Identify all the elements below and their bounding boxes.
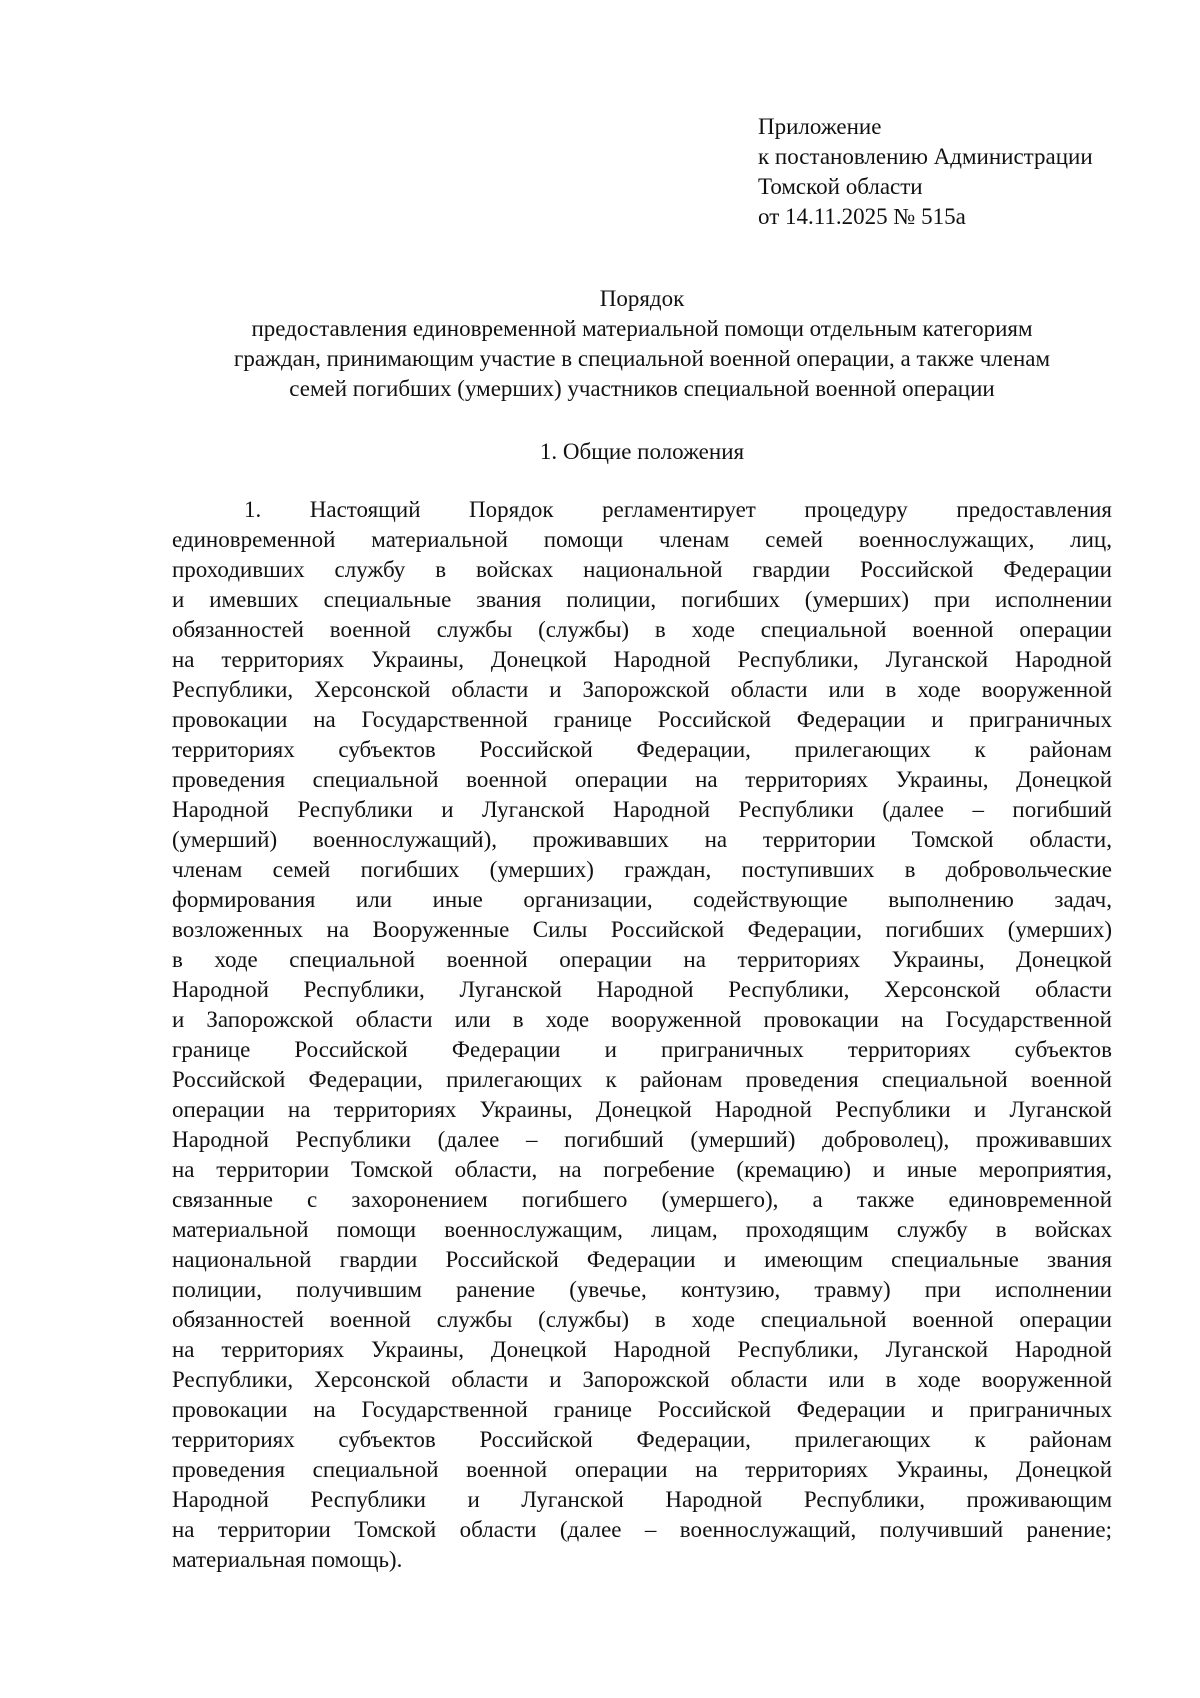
paragraph-line: проведения специальной военной операции на территориях Украины, Донецкой bbox=[172, 1457, 1112, 1482]
title-heading: Порядок bbox=[599, 286, 685, 311]
paragraph-line: и имевших специальные звания полиции, погибших (умерших) при исполнении bbox=[172, 587, 1112, 612]
paragraph-line: единовременной материальной помощи членам семей военнослужащих, лиц, bbox=[172, 527, 1112, 552]
paragraph-line: (умерший) военнослужащий), проживавших на территории Томской области, bbox=[172, 827, 1112, 852]
paragraph-line: Народной Республики, Луганской Народной Республики, Херсонской области bbox=[172, 977, 1112, 1002]
paragraph-line: материальной помощи военнослужащим, лицам, проходящим службу в войсках bbox=[172, 1217, 1112, 1242]
annex-reference: к постановлению Администрации bbox=[758, 144, 1093, 169]
paragraph-line: Народной Республики и Луганской Народной Республики, проживающим bbox=[172, 1487, 1112, 1512]
paragraph-line: на территориях Украины, Донецкой Народной Республики, Луганской Народной bbox=[172, 647, 1112, 672]
paragraph-line: 1. Настоящий Порядок регламентирует процедуру предоставления bbox=[244, 497, 1112, 522]
paragraph-line: границе Российской Федерации и приграничных территориях субъектов bbox=[172, 1037, 1112, 1062]
paragraph-line: Республики, Херсонской области и Запорожской области или в ходе вооруженной bbox=[172, 677, 1112, 702]
paragraph-line: на территории Томской области, на погребение (кремацию) и иные мероприятия, bbox=[172, 1157, 1112, 1182]
paragraph-line: формирования или иные организации, содействующие выполнению задач, bbox=[172, 887, 1112, 912]
paragraph-line: Республики, Херсонской области и Запорожской области или в ходе вооруженной bbox=[172, 1367, 1112, 1392]
paragraph-line: связанные с захоронением погибшего (умершего), а также единовременной bbox=[172, 1187, 1112, 1212]
annex-region: Томской области bbox=[758, 174, 923, 199]
title-line: предоставления единовременной материальной помощи отдельным категориям bbox=[251, 316, 1033, 341]
paragraph-line: проведения специальной военной операции на территориях Украины, Донецкой bbox=[172, 767, 1112, 792]
document-title bbox=[172, 284, 1112, 404]
paragraph-line: национальной гвардии Российской Федерации и имеющим специальные звания bbox=[172, 1247, 1112, 1272]
title-line: семей погибших (умерших) участников специальной военной операции bbox=[289, 376, 995, 401]
paragraph-line: Российской Федерации, прилегающих к районам проведения специальной военной bbox=[172, 1067, 1112, 1092]
paragraph-line: провокации на Государственной границе Российской Федерации и приграничных bbox=[172, 1397, 1112, 1422]
paragraph-line: членам семей погибших (умерших) граждан, поступивших в добровольческие bbox=[172, 857, 1112, 882]
annex-block bbox=[758, 112, 1158, 232]
paragraph-line: на территориях Украины, Донецкой Народной Республики, Луганской Народной bbox=[172, 1337, 1112, 1362]
paragraph-line: обязанностей военной службы (службы) в ходе специальной военной операции bbox=[172, 617, 1112, 642]
paragraph-line: на территории Томской области (далее – военнослужащий, получивший ранение; bbox=[172, 1517, 1112, 1542]
paragraph-1 bbox=[172, 495, 1112, 1575]
paragraph-line: обязанностей военной службы (службы) в ходе специальной военной операции bbox=[172, 1307, 1112, 1332]
paragraph-line: операции на территориях Украины, Донецкой Народной Республики и Луганской bbox=[172, 1097, 1112, 1122]
paragraph-line: полиции, получившим ранение (увечье, контузию, травму) при исполнении bbox=[172, 1277, 1112, 1302]
annex-date-number: от 14.11.2025 № 515а bbox=[758, 204, 966, 229]
paragraph-line: проходивших службу в войсках национальной гвардии Российской Федерации bbox=[172, 557, 1112, 582]
annex-label: Приложение bbox=[758, 114, 882, 139]
paragraph-line: территориях субъектов Российской Федерации, прилегающих к районам bbox=[172, 1427, 1112, 1452]
title-line: граждан, принимающим участие в специальной военной операции, а также членам bbox=[233, 346, 1051, 371]
paragraph-line: Народной Республики (далее – погибший (умерший) доброволец), проживавших bbox=[172, 1127, 1112, 1152]
paragraph-line: и Запорожской области или в ходе вооруженной провокации на Государственной bbox=[172, 1007, 1112, 1032]
paragraph-line: провокации на Государственной границе Российской Федерации и приграничных bbox=[172, 707, 1112, 732]
paragraph-line: Народной Республики и Луганской Народной Республики (далее – погибший bbox=[172, 797, 1112, 822]
paragraph-line: в ходе специальной военной операции на территориях Украины, Донецкой bbox=[172, 947, 1112, 972]
section-heading: 1. Общие положения bbox=[539, 439, 745, 464]
paragraph-line: возложенных на Вооруженные Силы Российской Федерации, погибших (умерших) bbox=[172, 917, 1112, 942]
paragraph-line: материальная помощь). bbox=[172, 1547, 403, 1572]
paragraph-line: территориях субъектов Российской Федерации, прилегающих к районам bbox=[172, 737, 1112, 762]
